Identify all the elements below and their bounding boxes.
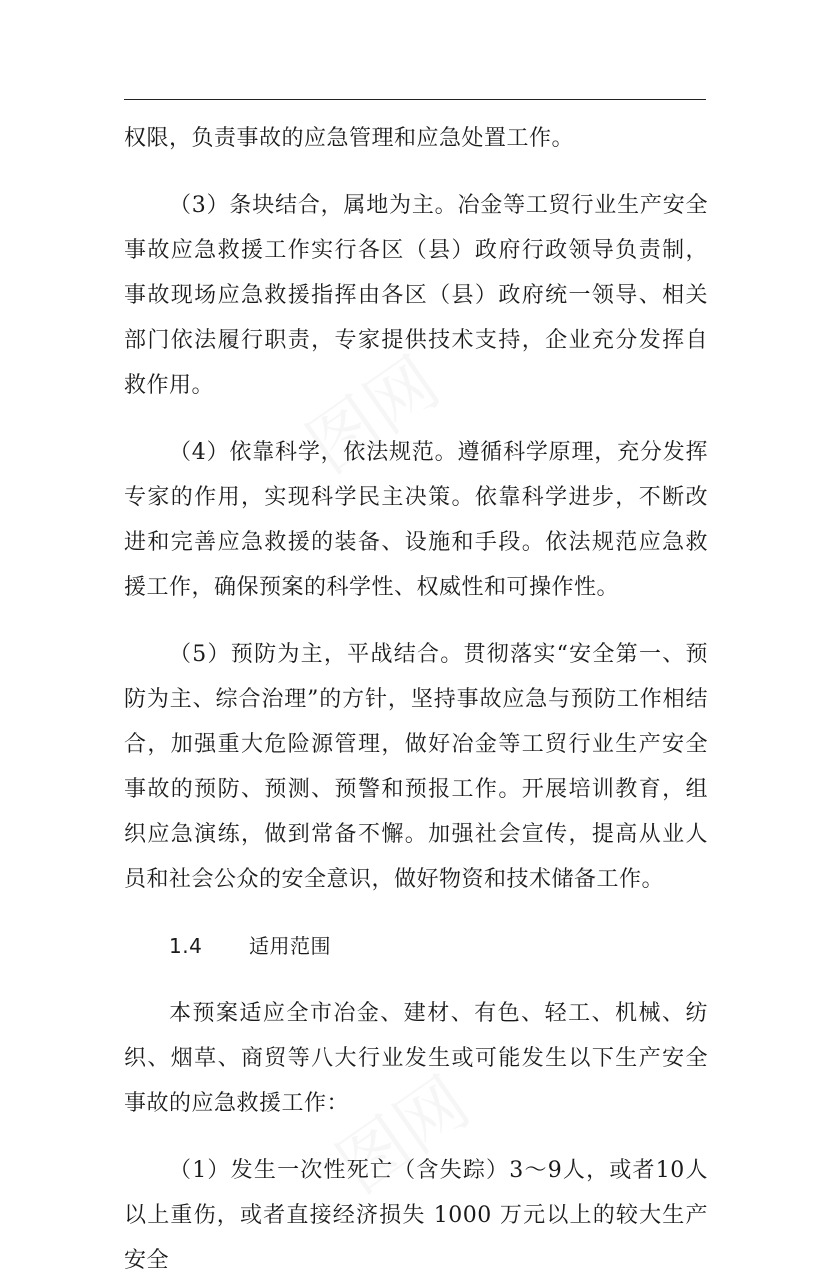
section-number: 1.4 xyxy=(169,934,203,958)
section-title: 适用范围 xyxy=(249,934,331,958)
paragraph: （5）预防为主，平战结合。贯彻落实“安全第一、预防为主、综合治理”的方针，坚持事故应急与预防工作相结合，加强重大危险源管理，做好冶金等工贸行业生产安全事故的预防、预测、预警和预报工作。开展培训教育，组织应急演练，做到常备不懈。加强社会宣传，提高从业人员和社会公众的安全意识，做好物资和技术储备工作。 xyxy=(124,642,708,892)
paragraph: 本预案适应全市冶金、建材、有色、轻工、机械、纺织、烟草、商贸等八大行业发生或可能发生以下生产安全事故的应急救援工作： xyxy=(124,1001,708,1116)
paragraph: （1）发生一次性死亡（含失踪）3～9人，或者10人以上重伤，或者直接经济损失 1000 万元以上的较大生产安全 xyxy=(124,1158,708,1273)
section-heading xyxy=(124,924,708,969)
header-rule xyxy=(124,99,706,100)
paragraph: 权限，负责事故的应急管理和应急处置工作。 xyxy=(124,126,575,151)
document-body xyxy=(124,116,708,1283)
paragraph: （3）条块结合，属地为主。冶金等工贸行业生产安全事故应急救援工作实行各区（县）政府行政领导负责制，事故现场应急救援指挥由各区（县）政府统一领导、相关部门依法履行职责，专家提供技术支持，企业充分发挥自救作用。 xyxy=(124,193,708,398)
paragraph: （4）依靠科学，依法规范。遵循科学原理，充分发挥专家的作用，实现科学民主决策。依靠科学进步，不断改进和完善应急救援的装备、设施和手段。依法规范应急救援工作，确保预案的科学性、权威性和可操作性。 xyxy=(124,440,708,600)
